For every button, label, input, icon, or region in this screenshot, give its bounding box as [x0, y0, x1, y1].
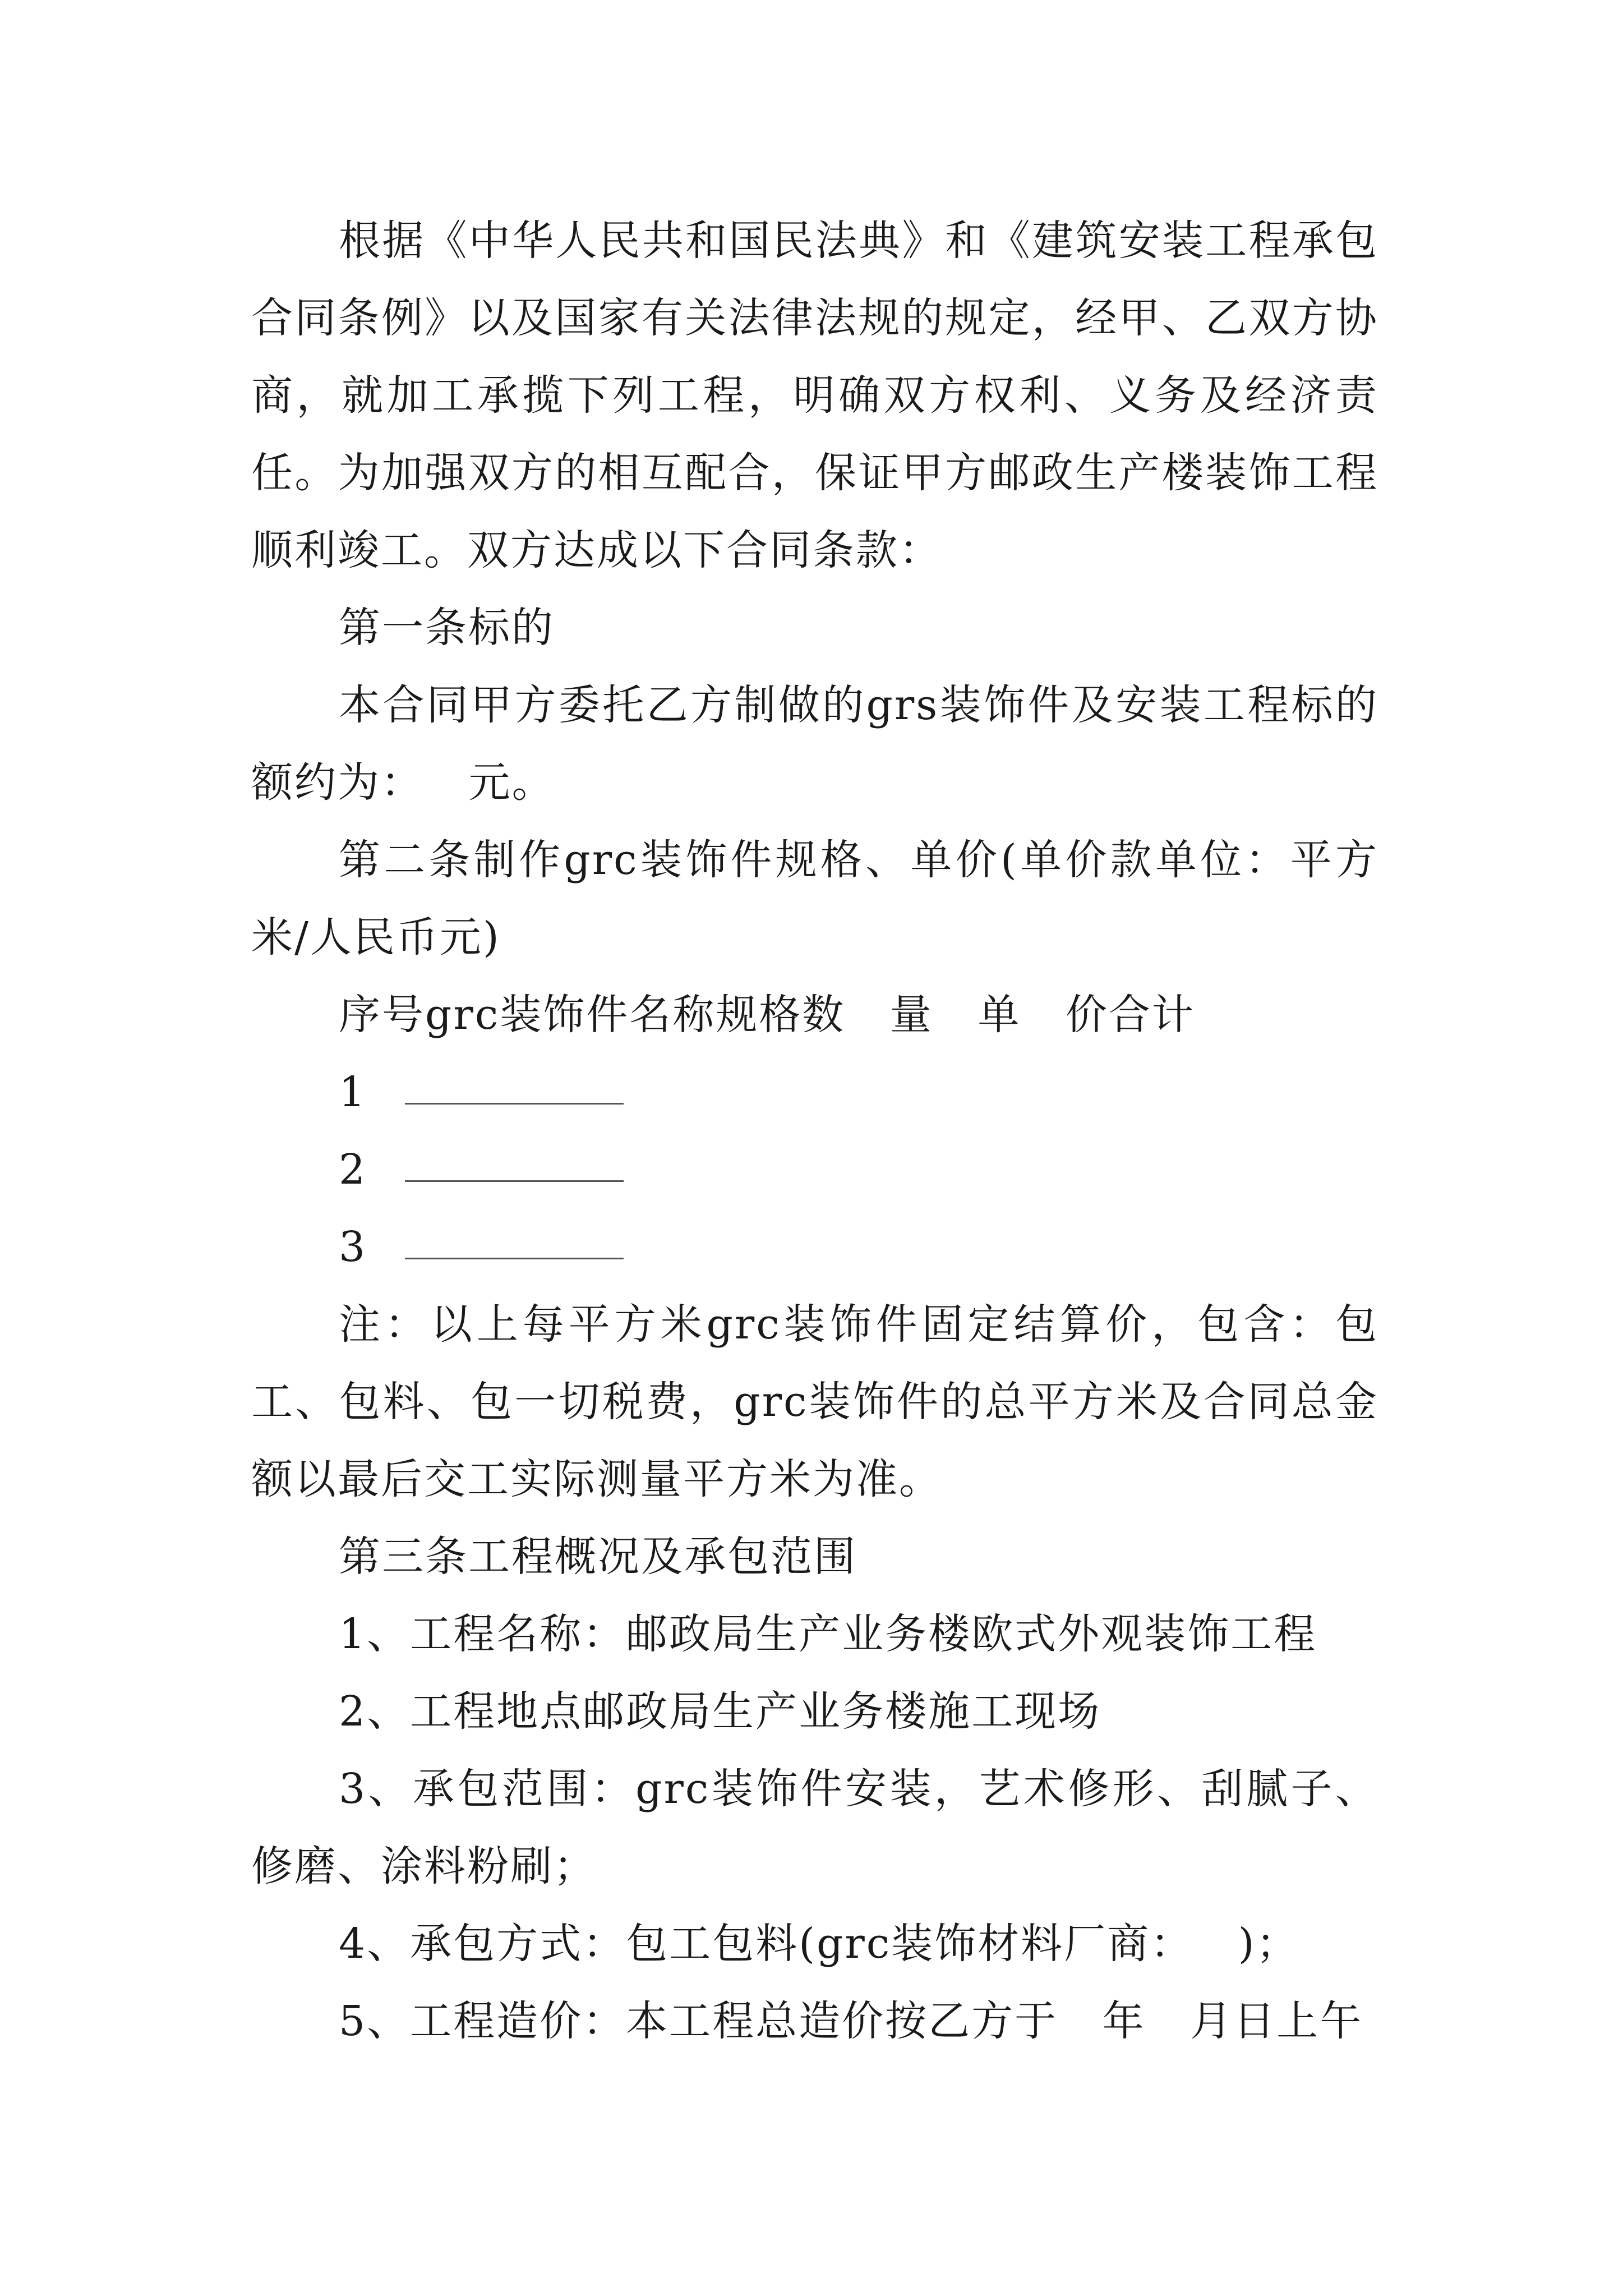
blank-line — [405, 1103, 624, 1105]
row-number: 2 — [339, 1145, 366, 1194]
item-5: 5、工程造价：本工程总造价按乙方于 年 月日上午 — [339, 1997, 1363, 2045]
blank-line — [405, 1180, 624, 1182]
article-3-heading: 第三条工程概况及承包范围 — [339, 1533, 857, 1581]
note-paragraph: 注：以上每平方米grc装饰件固定结算价，包含：包工、包料、包一切税费，grc装饰件的总平方米及合同总金额以最后交工实际测量平方米为准。 — [251, 1300, 1378, 1503]
table-header-line: 序号grc装饰件名称规格数 量 单 价合计 — [339, 991, 1195, 1039]
document-body — [251, 202, 1378, 2060]
table-row — [251, 1131, 1378, 1208]
intro-paragraph: 根据《中华人民共和国民法典》和《建筑安装工程承包合同条例》以及国家有关法律法规的规定，经甲、乙双方协商，就加工承揽下列工程，明确双方权利、义务及经济责任。为加强双方的相互配合，保证甲方邮政生产楼装饰工程顺利竣工。双方达成以下合同条款： — [251, 217, 1378, 574]
item-4: 4、承包方式：包工包料(grc装饰材料厂商： )； — [339, 1920, 1299, 1968]
blank-line — [405, 1258, 624, 1259]
item-2: 2、工程地点邮政局生产业务楼施工现场 — [339, 1687, 1101, 1736]
item-3: 3、承包范围：grc装饰件安装，艺术修形、刮腻子、修磨、涂料粉刷； — [251, 1765, 1378, 1890]
table-row — [251, 1208, 1378, 1286]
article-2-heading: 第二条制作grc装饰件规格、单价(单价款单位：平方米/人民币元) — [251, 836, 1378, 961]
article-1-heading: 第一条标的 — [339, 604, 555, 652]
item-1: 1、工程名称：邮政局生产业务楼欧式外观装饰工程 — [339, 1610, 1317, 1658]
article-1-text: 本合同甲方委托乙方制做的grs装饰件及安装工程标的额约为： 元。 — [251, 681, 1378, 807]
row-number: 3 — [339, 1223, 366, 1271]
row-number: 1 — [339, 1068, 366, 1116]
table-row — [251, 1053, 1378, 1131]
